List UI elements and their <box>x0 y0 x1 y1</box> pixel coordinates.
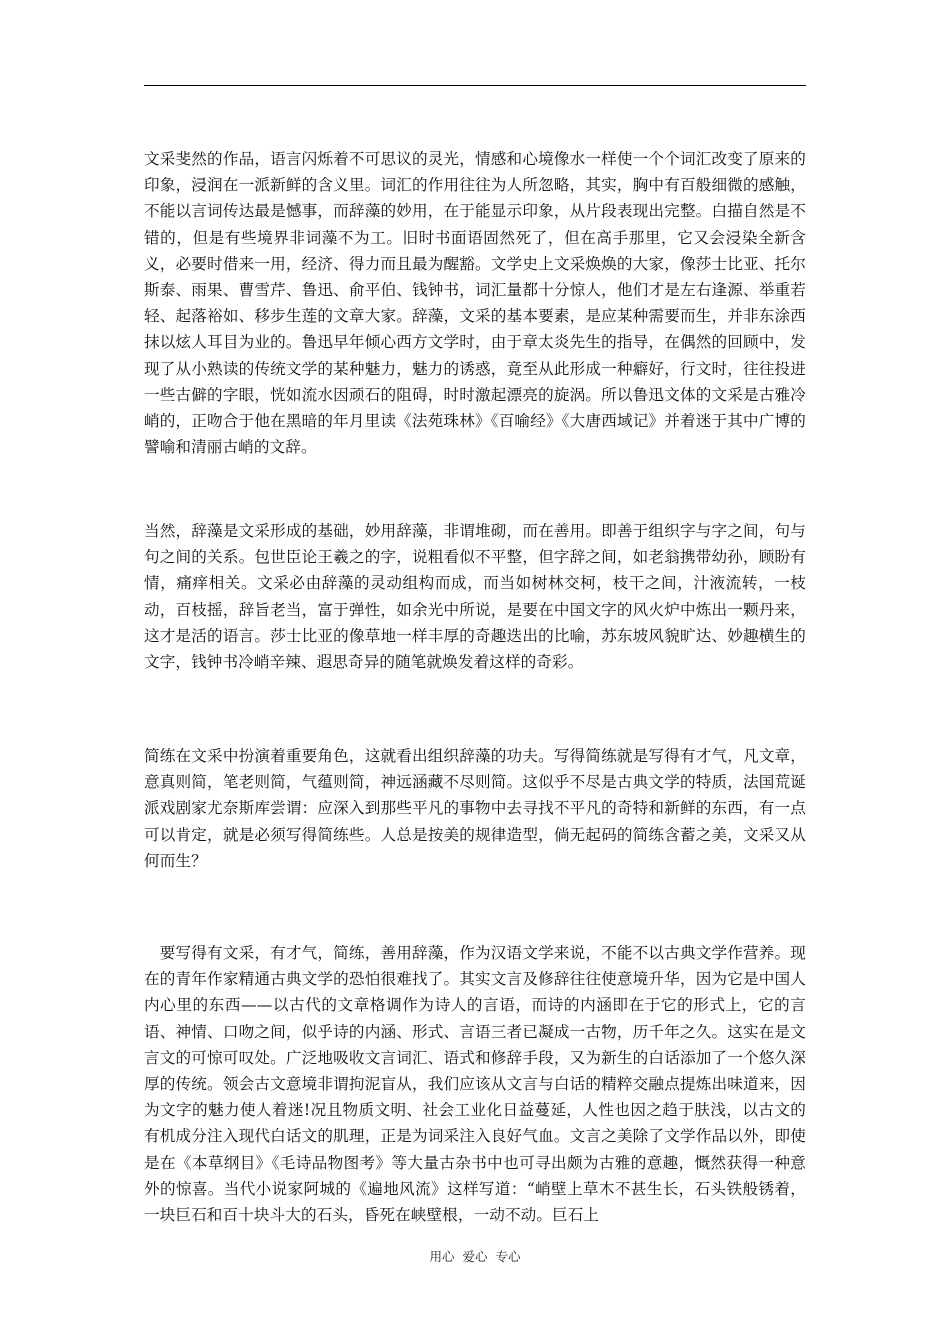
paragraph-4: 要写得有文采，有才气，简练，善用辞藻，作为汉语文学来说，不能不以古典文学作营养。现在的青年作家精通古典文学的恐怕很难找了。其实文言及修辞往往使意境升华，因为它是中国人内心里的东西——以古代的文章格调作为诗人的言语，而诗的内涵即在于它的形式上，它的言语、神情、口吻之间，似乎诗的内涵、形式、言语三者已凝成一古物，历千年之久。这实在是文言文的可惊可叹处。广泛地吸收文言词汇、语式和修辞手段，又为新生的白话添加了一个悠久深厚的传统。领会古文意境非谓拘泥盲从，我们应该从文言与白话的精粹交融点提炼出味道来，因为文字的魅力使人着迷!况且物质文明、社会工业化日益蔓延，人性也因之趋于肤浅，以古文的有机成分注入现代白话文的肌理，正是为词采注入良好气血。文言之美除了文学作品以外，即使是在《本草纲目》《毛诗品物图考》等大量古杂书中也可寻出颇为古雅的意趣，慨然获得一种意外的惊喜。当代小说家阿城的《遍地风流》这样写道：“峭壁上草木不甚生长，石头铁般锈着，一块巨石和百十块斗大的石头，昏死在峡壁根，一动不动。巨石上 <box>144 944 806 1225</box>
header-rule <box>144 85 806 86</box>
page-footer: 用心 爱心 专心 <box>429 1249 521 1264</box>
paragraph-2: 当然，辞藻是文采形成的基础，妙用辞藻，非谓堆砌，而在善用。即善于组织字与字之间，句与句之间的关系。包世臣论王羲之的字，说粗看似不平整，但字辞之间，如老翁携带幼孙，顾盼有情，痛痒相关。文采必由辞藻的灵动组构而成，而当如树林交柯，枝干之间，汁液流转，一枝动，百枝摇，辞旨老当，富于弹性，如余光中所说，是要在中国文字的风火炉中炼出一颗丹来，这才是活的语言。莎士比亚的像草地一样丰厚的奇趣迭出的比喻，苏东坡风貌旷达、妙趣横生的文字，钱钟书冷峭辛辣、遐思奇异的随笔就焕发着这样的奇彩。 <box>144 522 806 672</box>
paragraph-3: 简练在文采中扮演着重要角色，这就看出组织辞藻的功夫。写得简练就是写得有才气，凡文章，意真则简，笔老则简，气蕴则简，神远涵藏不尽则简。这似乎不尽是古典文学的特质，法国荒诞派戏剧家尤奈斯库尝谓：应深入到那些平凡的事物中去寻找不平凡的奇特和新鲜的东西，有一点可以肯定，就是必须写得简练些。人总是按美的规律造型，倘无起码的简练含蓄之美，文采又从何而生？ <box>144 747 806 870</box>
paragraph-1: 文采斐然的作品，语言闪烁着不可思议的灵光，情感和心境像水一样使一个个词汇改变了原来的印象，浸润在一派新鲜的含义里。词汇的作用往往为人所忽略，其实，胸中有百般细微的感触，不能以言词传达最是憾事，而辞藻的妙用，在于能显示印象，从片段表现出完整。白描自然是不错的，但是有些境界非词藻不为工。旧时书面语固然死了，但在高手那里，它又会浸染全新含义，必要时借来一用，经济、得力而且最为醒豁。文学史上文采焕焕的大家，像莎士比亚、托尔斯泰、雨果、曹雪芹、鲁迅、俞平伯、钱钟书，词汇量都十分惊人，他们才是左右逢源、举重若轻、起落裕如、移步生莲的文章大家。辞藻，文采的基本要素，是应某种需要而生，并非东涂西抹以炫人耳目为业的。鲁迅早年倾心西方文学时，由于章太炎先生的指导，在偶然的回顾中，发现了从小熟读的传统文学的某种魅力，魅力的诱惑，竟至从此形成一种癖好，行文时，往往投进一些古僻的字眼，恍如流水因顽石的阻碍，时时激起漂亮的旋涡。所以鲁迅文体的文采是古雅冷峭的，正吻合于他在黑暗的年月里读《法苑珠林》《百喻经》《大唐西域记》并着迷于其中广博的譬喻和清丽古峭的文辞。 <box>144 150 806 457</box>
